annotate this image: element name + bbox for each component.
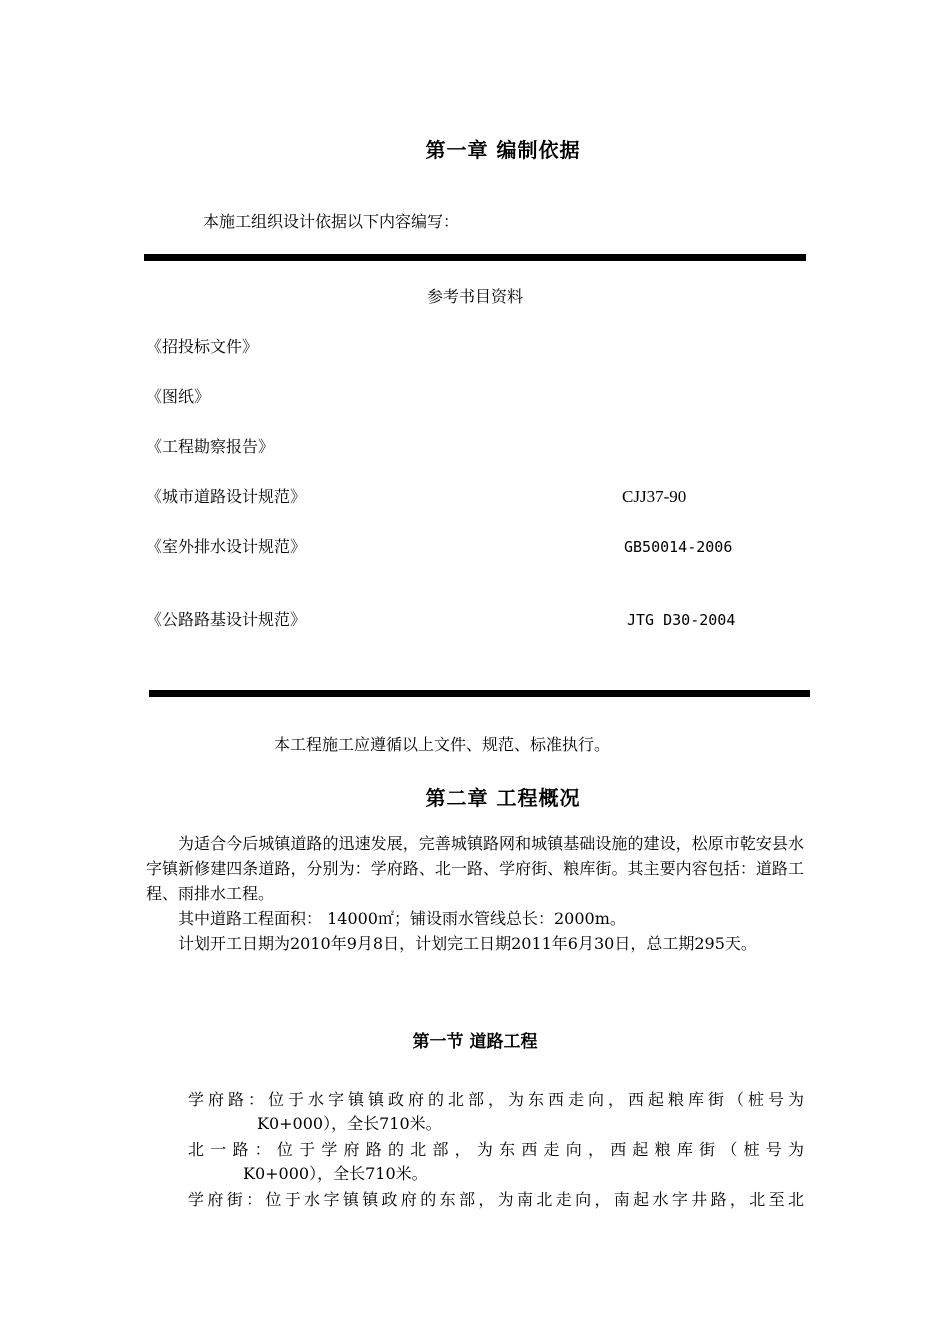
chapter-2-title: 第二章 工程概况 — [425, 786, 581, 810]
reference-name: 《工程勘察报告》 — [146, 437, 275, 456]
references-footer: 本工程施工应遵循以上文件、规范、标准执行。 — [274, 735, 611, 754]
reference-code: CJJ37-90 — [622, 487, 687, 506]
schedule-paragraph: 计划开工日期为2010年9月8日，计划完工日期2011年6月30日，总工期295天。 — [178, 934, 757, 953]
top-rule — [144, 254, 806, 261]
section-1-title: 第一节 道路工程 — [412, 1032, 538, 1052]
overview-paragraph: 为适合今后城镇道路的迅速发展，完善城镇路网和城镇基础设施的建设，松原市乾安县水字镇新修建四条道路，分别为：学府路、北一路、学府街、粮库街。其主要内容包括：道路工程、雨排水工程。 — [146, 834, 804, 903]
area-paragraph: 其中道路工程面积： 14000㎡；铺设雨水管线总长：2000m。 — [178, 909, 626, 928]
bottom-rule — [149, 690, 810, 697]
reference-name: 《招投标文件》 — [146, 337, 259, 356]
reference-code: GB50014-2006 — [624, 538, 733, 556]
road-description-line: 学府街：位于水字镇镇政府的东部，为南北走向，南起水字井路，北至北 — [188, 1190, 804, 1209]
chapter-1-intro: 本施工组织设计依据以下内容编写： — [203, 212, 460, 231]
reference-name: 《城市道路设计规范》 — [146, 487, 307, 506]
reference-name: 《公路路基设计规范》 — [146, 610, 307, 629]
chapter-1-title: 第一章 编制依据 — [425, 138, 581, 162]
reference-name: 《室外排水设计规范》 — [146, 537, 307, 556]
reference-name: 《图纸》 — [146, 387, 211, 406]
road-description-line: K0+000），全长710米。 — [243, 1164, 428, 1183]
references-header: 参考书目资料 — [426, 287, 523, 306]
road-description-line: 学府路：位于水字镇镇政府的北部，为东西走向，西起粮库街（桩号为 — [188, 1090, 804, 1109]
road-description-line: 北一路：位于学府路的北部，为东西走向，西起粮库街（桩号为 — [188, 1140, 804, 1159]
road-description-line: K0+000），全长710米。 — [257, 1114, 442, 1133]
reference-code: JTG D30-2004 — [627, 611, 736, 629]
